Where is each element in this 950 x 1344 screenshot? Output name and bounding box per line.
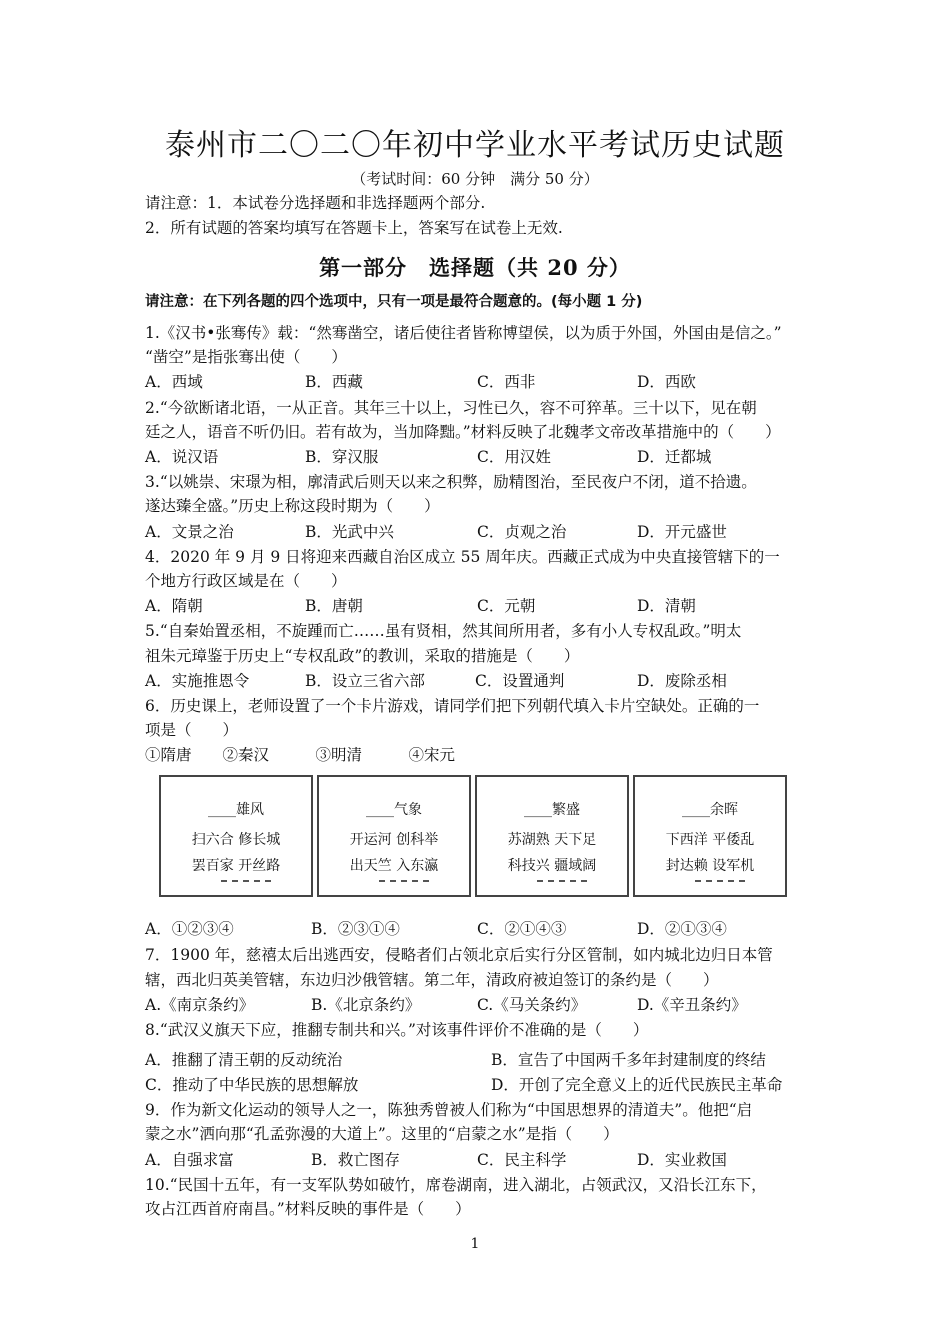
- note-2: 2．所有试题的答案均填写在答题卡上，答案写在试卷上无效.: [145, 219, 563, 237]
- q4-line-1: 4．2020 年 9 月 9 日将迎来西藏自治区成立 55 周年庆。西藏正式成为中央直接管辖下的一: [145, 548, 780, 566]
- q7-line-2: 辖，西北归英美管辖，东边归沙俄管辖。第二年，清政府被迫签订的条约是（ ）: [145, 971, 719, 989]
- card-text: 科技兴 疆域阔: [507, 858, 597, 874]
- card-text: 开运河 创科举: [349, 832, 439, 848]
- card-dashes: [379, 877, 429, 882]
- q1-line-2: “凿空”是指张骞出使（ ）: [145, 348, 347, 366]
- option: C．用汉姓: [477, 448, 551, 466]
- q7-options: [145, 993, 815, 1017]
- q3-line-2: 遂达臻全盛。”历史上称这段时期为（ ）: [145, 497, 440, 515]
- card-text: 罢百家 开丝路: [191, 858, 281, 874]
- option: C．元朝: [477, 597, 536, 615]
- q1-options: [145, 370, 815, 394]
- q6-line-1: 6．历史课上，老师设置了一个卡片游戏，请同学们把下列朝代填入卡片空缺处。正确的一: [145, 697, 760, 715]
- q2-options: [145, 445, 815, 469]
- q8-options-row-1: [145, 1048, 815, 1072]
- option: D．西欧: [637, 373, 696, 391]
- card-dashes: [537, 877, 587, 882]
- option: C．设置通判: [475, 672, 565, 690]
- q5-options: [145, 669, 815, 693]
- option: B．救亡图存: [311, 1151, 400, 1169]
- q9-line-1: 9．作为新文化运动的领导人之一，陈独秀曾被人们称为“中国思想界的清道夫”。他把“启: [145, 1101, 753, 1119]
- option: A．西域: [145, 373, 203, 391]
- card: [475, 775, 629, 897]
- q6-line-2: 项是（ ）: [145, 721, 239, 739]
- q6-line-3: ①隋唐 ②秦汉 ③明清 ④宋元: [145, 746, 456, 764]
- option: D.《辛丑条约》: [637, 996, 747, 1014]
- option: C.《马关条约》: [477, 996, 587, 1014]
- card: [317, 775, 471, 897]
- card-text: 下西洋 平倭乱: [665, 832, 755, 848]
- option: D．清朝: [637, 597, 696, 615]
- option: D．迁都城: [637, 448, 712, 466]
- card-text: 苏湖熟 天下足: [507, 832, 597, 848]
- q3-options: [145, 520, 815, 544]
- q5-line-1: 5.“自秦始置丞相，不旋踵而亡……虽有贤相，然其间所用者，多有小人专权乱政。”明太: [145, 622, 742, 640]
- part-instruction: 请注意：在下列各题的四个选项中，只有一项是最符合题意的。(每小题 1 分): [145, 294, 643, 310]
- q9-options: [145, 1148, 815, 1172]
- option: A．说汉语: [145, 448, 219, 466]
- option: A．文景之治: [145, 523, 234, 541]
- option: B．光武中兴: [305, 523, 394, 541]
- q1-line-1: 1.《汉书•张骞传》载：“然骞凿空，诸后使往者皆称博望侯，以为质于外国，外国由是信之。”: [145, 324, 782, 342]
- option: D．开创了完全意义上的近代民族民主革命: [491, 1076, 783, 1094]
- q4-line-2: 个地方行政区域是在（ ）: [145, 572, 347, 590]
- option: B.《北京条约》: [311, 996, 421, 1014]
- option: B．穿汉服: [305, 448, 379, 466]
- card-heading: ____雄风: [208, 802, 264, 818]
- q8-options-row-2: [145, 1073, 815, 1097]
- page-title: 泰州市二〇二〇年初中学业水平考试历史试题: [165, 128, 785, 163]
- option: A．①②③④: [145, 920, 234, 938]
- note-1: 请注意：1．本试卷分选择题和非选择题两个部分.: [145, 194, 486, 212]
- q10-line-2: 攻占江西首府南昌。”材料反映的事件是（ ）: [145, 1200, 471, 1218]
- option: C．推动了中华民族的思想解放: [145, 1076, 359, 1094]
- q9-line-2: 蒙之水”洒向那“孔孟弥漫的大道上”。这里的“启蒙之水”是指（ ）: [145, 1125, 619, 1143]
- option: D．②①③④: [637, 920, 727, 938]
- option: D．废除丞相: [637, 672, 727, 690]
- q2-line-1: 2.“今欲断诸北语，一从正音。其年三十以上，习性已久，容不可猝革。三十以下，见在朝: [145, 399, 757, 417]
- option: B．设立三省六部: [305, 672, 425, 690]
- card-heading: ____气象: [366, 802, 422, 818]
- option: C．民主科学: [477, 1151, 567, 1169]
- card-text: 封达赖 设军机: [665, 858, 755, 874]
- q3-line-1: 3.“以姚崇、宋璟为相，廓清武后则天以来之积弊，励精图治，至民夜户不闭，道不拾遗。: [145, 473, 757, 491]
- q2-line-2: 廷之人，语音不听仍旧。若有故为，当加降黜。”材料反映了北魏孝文帝改革措施中的（ ）: [145, 423, 781, 441]
- exam-subtitle: （考试时间：60 分钟 满分 50 分）: [351, 170, 599, 188]
- card: [159, 775, 313, 897]
- option: D．开元盛世: [637, 523, 727, 541]
- option: B．西藏: [305, 373, 363, 391]
- q10-line-1: 10.“民国十五年，有一支军队势如破竹，席卷湖南，进入湖北，占领武汉，又沿长江东下，: [145, 1176, 767, 1194]
- q4-options: [145, 594, 815, 618]
- q8-line-1: 8.“武汉义旗天下应，推翻专制共和兴。”对该事件评价不准确的是（ ）: [145, 1021, 649, 1039]
- q7-line-1: 7．1900 年，慈禧太后出逃西安，侵略者们占领北京后实行分区管制，如内城北边归日本管: [145, 946, 773, 964]
- part-title: 第一部分 选择题（共 20 分）: [319, 255, 631, 280]
- option: D．实业救国: [637, 1151, 727, 1169]
- option: C．西非: [477, 373, 536, 391]
- option: A．自强求富: [145, 1151, 234, 1169]
- option: A.《南京条约》: [145, 996, 255, 1014]
- card-dashes: [221, 877, 271, 882]
- card-heading: ____余晖: [682, 802, 738, 818]
- option: A．推翻了清王朝的反动统治: [145, 1051, 343, 1069]
- page-number: 1: [470, 1236, 480, 1252]
- q5-line-2: 祖朱元璋鉴于历史上“专权乱政”的教训，采取的措施是（ ）: [145, 647, 580, 665]
- q6-options: [145, 917, 815, 941]
- option: A．实施推恩令: [145, 672, 250, 690]
- card-text: 扫六合 修长城: [191, 832, 281, 848]
- option: B．唐朝: [305, 597, 363, 615]
- card-dashes: [695, 877, 745, 882]
- option: A．隋朝: [145, 597, 203, 615]
- option: C．贞观之治: [477, 523, 567, 541]
- card: [633, 775, 787, 897]
- dynasty-cards: [157, 775, 797, 905]
- option: B．②③①④: [311, 920, 400, 938]
- card-heading: ____繁盛: [524, 802, 580, 818]
- card-text: 出天竺 入东瀛: [349, 858, 439, 874]
- option: B．宣告了中国两千多年封建制度的终结: [491, 1051, 766, 1069]
- option: C．②①④③: [477, 920, 567, 938]
